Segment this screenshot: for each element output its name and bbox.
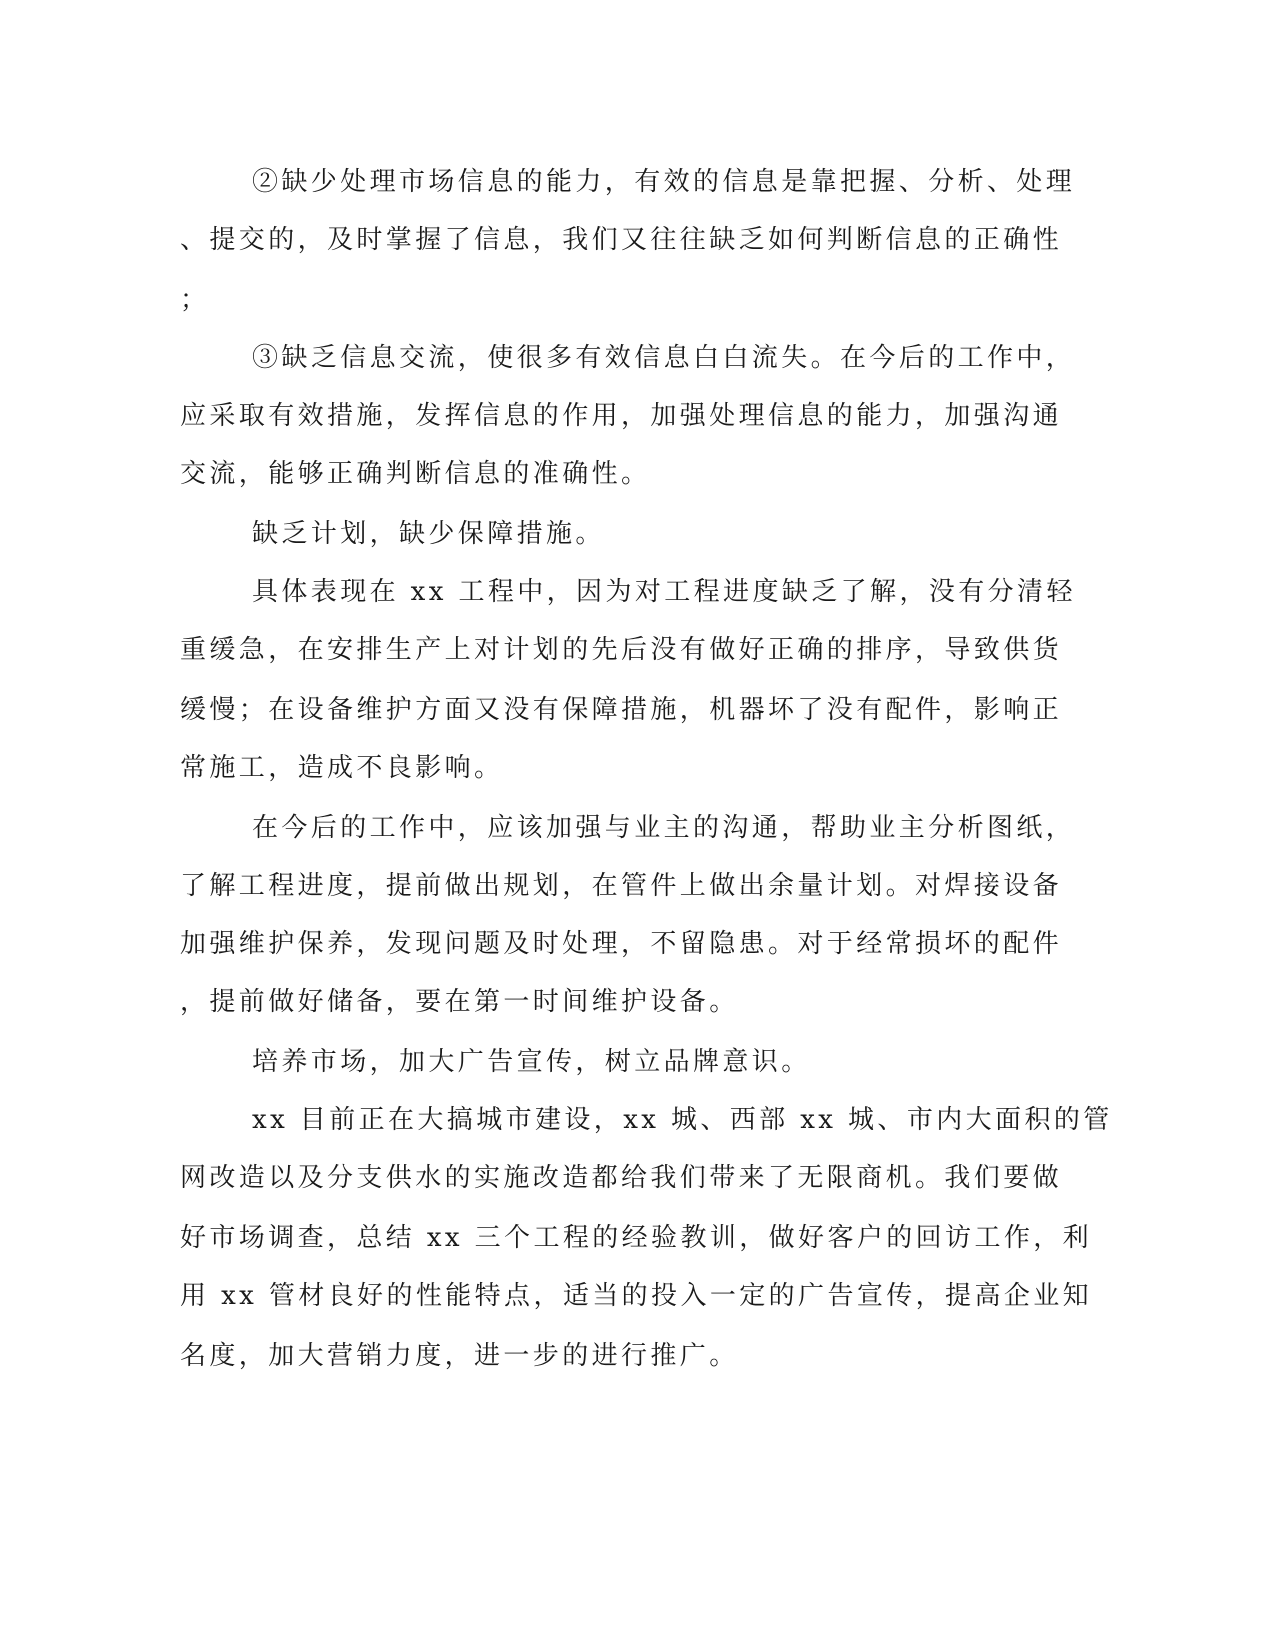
text-line: 重缓急，在安排生产上对计划的先后没有做好正确的排序，导致供货: [180, 635, 1063, 665]
section-heading: 缺乏计划，缺少保障措施。: [252, 519, 605, 549]
text-line: 名度，加大营销力度，进一步的进行推广。: [180, 1341, 739, 1371]
text-line: ；: [180, 285, 210, 315]
text-line: 网改造以及分支供水的实施改造都给我们带来了无限商机。我们要做: [180, 1163, 1063, 1193]
text-line: 交流，能够正确判断信息的准确性。: [180, 459, 651, 489]
text-line: ，提前做好储备，要在第一时间维护设备。: [180, 987, 739, 1017]
text-line: ③缺乏信息交流，使很多有效信息白白流失。在今后的工作中，: [252, 343, 1076, 373]
text-line: ②缺少处理市场信息的能力，有效的信息是靠把握、分析、处理: [252, 167, 1076, 197]
text-line: xx 目前正在大搞城市建设，xx 城、西部 xx 城、市内大面积的管: [252, 1105, 1113, 1135]
text-line: 了解工程进度，提前做出规划，在管件上做出余量计划。对焊接设备: [180, 871, 1063, 901]
text-line: 好市场调查，总结 xx 三个工程的经验教训，做好客户的回访工作，利: [180, 1223, 1093, 1253]
text-line: 、提交的，及时掌握了信息，我们又往往缺乏如何判断信息的正确性: [180, 225, 1063, 255]
text-line: 在今后的工作中，应该加强与业主的沟通，帮助业主分析图纸，: [252, 813, 1076, 843]
text-line: 常施工，造成不良影响。: [180, 753, 504, 783]
text-line: 具体表现在 xx 工程中，因为对工程进度缺乏了解，没有分清轻: [252, 577, 1076, 607]
text-line: 缓慢；在设备维护方面又没有保障措施，机器坏了没有配件，影响正: [180, 695, 1063, 725]
text-line: 加强维护保养，发现问题及时处理，不留隐患。对于经常损坏的配件: [180, 929, 1063, 959]
text-line: 用 xx 管材良好的性能特点，适当的投入一定的广告宣传，提高企业知: [180, 1281, 1093, 1311]
text-line: 应采取有效措施，发挥信息的作用，加强处理信息的能力，加强沟通: [180, 401, 1063, 431]
section-heading: 培养市场，加大广告宣传，树立品牌意识。: [252, 1047, 811, 1077]
